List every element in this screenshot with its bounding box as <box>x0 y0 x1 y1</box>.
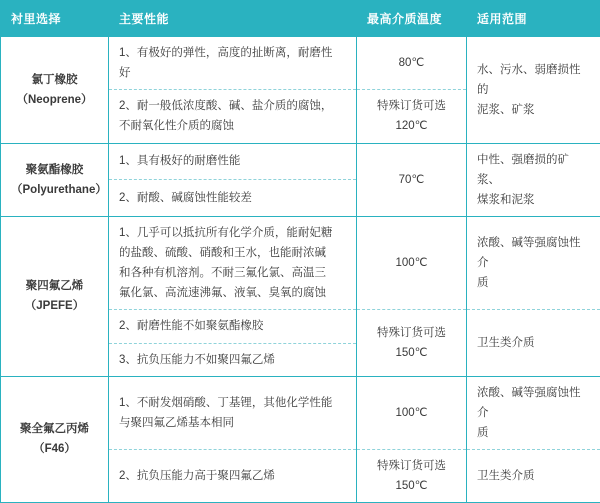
cell-scope <box>467 450 600 503</box>
cell-performance <box>109 90 357 143</box>
temperature-line: 特殊订货可选 <box>367 456 456 476</box>
cell-performance <box>109 216 357 310</box>
cell-scope <box>467 310 600 376</box>
cell-performance <box>109 180 357 217</box>
cell-temperature <box>357 90 467 143</box>
scope-line: 中性、强磨损的矿浆、 <box>477 150 590 190</box>
temperature-line: 150℃ <box>367 343 456 363</box>
scope-line: 卫生类介质 <box>477 333 590 353</box>
temperature-line: 150℃ <box>367 476 456 496</box>
cell-lining-name <box>1 37 109 144</box>
lining-name-line: （Polyurethane） <box>11 180 98 200</box>
performance-line: 的盐酸、硫酸、硝酸和王水，也能耐浓碱 <box>119 243 346 263</box>
performance-line: 与聚四氟乙烯基本相同 <box>119 413 346 433</box>
cell-temperature <box>357 310 467 376</box>
temperature-line: 120℃ <box>367 116 456 136</box>
scope-line: 质 <box>477 423 590 443</box>
temperature-line: 特殊订货可选 <box>367 323 456 343</box>
performance-line: 1、不耐发烟硝酸、丁基锂，其他化学性能 <box>119 393 346 413</box>
table-row <box>1 216 600 310</box>
performance-line: 1、有极好的弹性，高度的扯断离，耐磨性 <box>119 43 346 63</box>
cell-scope <box>467 37 600 144</box>
lining-name-line: （F46） <box>11 439 98 459</box>
scope-line: 质 <box>477 273 590 293</box>
temperature-line: 80℃ <box>367 53 456 73</box>
performance-line: 不耐氧化性介质的腐蚀 <box>119 116 346 136</box>
scope-line: 浓酸、碱等强腐蚀性介 <box>477 383 590 423</box>
cell-performance <box>109 37 357 90</box>
table-header-row <box>1 1 600 37</box>
temperature-line: 70℃ <box>367 170 456 190</box>
temperature-line: 特殊订货可选 <box>367 96 456 116</box>
cell-performance <box>109 343 357 376</box>
performance-line: 氟化氯、高流速沸氟、液氧、臭氧的腐蚀 <box>119 283 346 303</box>
scope-line: 煤浆和泥浆 <box>477 190 590 210</box>
lining-name-line: 聚四氟乙烯 <box>11 276 98 296</box>
column-header-max-temperature: 最高介质温度 <box>357 1 467 37</box>
performance-line: 1、几乎可以抵抗所有化学介质，能耐妃糖 <box>119 223 346 243</box>
lining-name-line: 氯丁橡胶 <box>11 70 98 90</box>
scope-line: 水、污水、弱磨损性的 <box>477 60 590 100</box>
cell-temperature <box>357 216 467 310</box>
temperature-line: 100℃ <box>367 253 456 273</box>
performance-line: 3、抗负压能力不如聚四氟乙烯 <box>119 350 346 370</box>
cell-temperature <box>357 376 467 449</box>
cell-scope <box>467 143 600 216</box>
table-row <box>1 143 600 180</box>
cell-scope <box>467 376 600 449</box>
column-header-performance: 主要性能 <box>109 1 357 37</box>
cell-performance <box>109 450 357 503</box>
lining-name-line: 聚全氟乙丙烯 <box>11 419 98 439</box>
temperature-line: 100℃ <box>367 403 456 423</box>
cell-temperature <box>357 37 467 90</box>
lining-name-line: （JPEFE） <box>11 296 98 316</box>
table-body <box>1 37 600 503</box>
scope-line: 浓酸、碱等强腐蚀性介 <box>477 233 590 273</box>
performance-line: 2、耐一般低浓度酸、碱、盐介质的腐蚀， <box>119 96 346 116</box>
cell-performance <box>109 376 357 449</box>
cell-lining-name <box>1 143 109 216</box>
column-header-lining: 衬里选择 <box>1 1 109 37</box>
scope-line: 泥浆、矿浆 <box>477 100 590 120</box>
performance-line: 2、抗负压能力高于聚四氟乙烯 <box>119 466 346 486</box>
table-row <box>1 37 600 90</box>
cell-performance <box>109 143 357 180</box>
performance-line: 2、耐磨性能不如聚氨酯橡胶 <box>119 316 346 336</box>
performance-line: 1、具有极好的耐磨性能 <box>119 151 346 171</box>
cell-temperature <box>357 450 467 503</box>
performance-line: 和各种有机溶剂。不耐三氟化氯、高温三 <box>119 263 346 283</box>
cell-lining-name <box>1 376 109 503</box>
cell-lining-name <box>1 216 109 376</box>
table-row <box>1 376 600 449</box>
cell-performance <box>109 310 357 343</box>
scope-line: 卫生类介质 <box>477 466 590 486</box>
lining-name-line: （Neoprene） <box>11 90 98 110</box>
table-header <box>1 1 600 37</box>
performance-line: 2、耐酸、碱腐蚀性能较差 <box>119 188 346 208</box>
cell-temperature <box>357 143 467 216</box>
lining-name-line: 聚氨酯橡胶 <box>11 160 98 180</box>
column-header-scope: 适用范围 <box>467 1 600 37</box>
performance-line: 好 <box>119 63 346 83</box>
cell-scope <box>467 216 600 310</box>
